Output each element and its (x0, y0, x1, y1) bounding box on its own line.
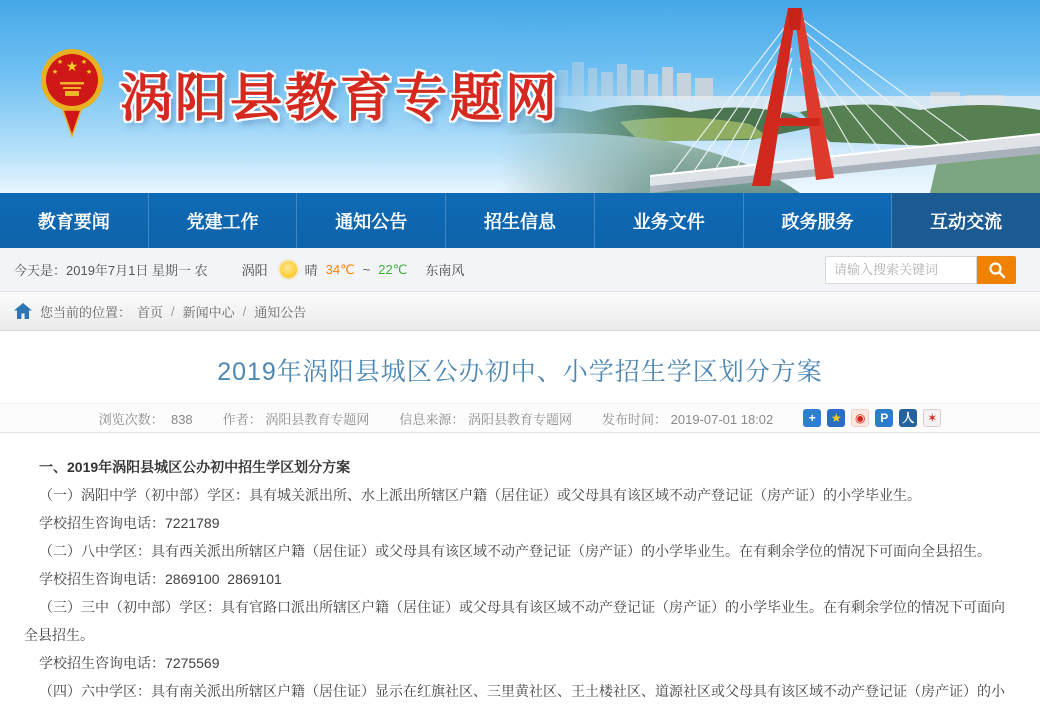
wind-label: 东南风 (425, 263, 465, 278)
views-meta (99, 409, 193, 428)
views-count: 838 (170, 411, 193, 427)
share-icons (803, 409, 941, 427)
svg-text:★: ★ (51, 69, 59, 76)
weather-widget (14, 260, 464, 279)
article-body (0, 433, 1040, 705)
breadcrumb (0, 292, 1040, 331)
article-title: 2019年涡阳县城区公办初中、小学招生学区划分方案 (217, 358, 823, 386)
article-paragraph: （四）六中学区：具有南关派出所辖区户籍（居住证）显示在红旗社区、三里黄社区、王土楼社区、道源社区或父母具有该区域不动产登记证（房产证）的小 (39, 683, 1005, 699)
article-paragraph: （二）八中学区：具有西关派出所辖区户籍（居住证）或父母具有该区域不动产登记证（房产证）的小学毕业生。在有剩余学位的情况下可面向全县招生。 (39, 543, 991, 559)
breadcrumb-link-notices[interactable]: 通知公告 (254, 304, 307, 320)
svg-text:★: ★ (56, 59, 64, 66)
site-header (0, 0, 1040, 193)
article-paragraph: 学校招生咨询电话：7275569 (39, 655, 220, 671)
info-bar (0, 248, 1040, 292)
search-input[interactable] (825, 256, 977, 284)
temp-low: 22℃ (378, 261, 408, 277)
bridge-photo (500, 0, 1040, 193)
date-text: 今天是：2019年7月1日 星期一 农 (14, 263, 208, 278)
nav-item-yewuwenjian[interactable]: 业务文件 (594, 193, 743, 248)
sun-icon (280, 261, 297, 278)
weather-label: 晴 (304, 263, 318, 278)
article-content (0, 352, 1040, 705)
qzone-icon[interactable]: ★ (827, 409, 845, 427)
source-value: 涡阳县教育专题网 (467, 411, 572, 427)
renren-icon[interactable]: 人 (899, 409, 917, 427)
nav-item-zhengwufuwu[interactable]: 政务服务 (743, 193, 892, 248)
views-label: 浏览次数： (98, 411, 164, 427)
nav-item-zhaoshengxinxi[interactable]: 招生信息 (445, 193, 594, 248)
svg-text:★: ★ (65, 58, 79, 74)
home-icon (14, 303, 32, 319)
search-icon (988, 261, 1006, 279)
search-box (825, 256, 1016, 284)
badge-share-icon[interactable]: ✶ (923, 409, 941, 427)
breadcrumb-separator: / (242, 303, 247, 319)
author-meta (223, 409, 370, 428)
article-paragraph: 学校招生咨询电话：7221789 (39, 515, 220, 531)
site-title: 涡阳县教育专题网 (120, 70, 561, 128)
temp-high: 34℃ (325, 261, 355, 277)
main-nav (0, 193, 1040, 248)
nav-item-hudongjiaoliu[interactable]: 互动交流 (891, 193, 1040, 248)
article-paragraph: 一、2019年涡阳县城区公办初中招生学区划分方案 (39, 459, 351, 475)
source-label: 信息来源： (399, 411, 465, 427)
nav-item-tongzhigonggao[interactable]: 通知公告 (296, 193, 445, 248)
nav-item-dangjiangongzuo[interactable]: 党建工作 (148, 193, 297, 248)
publish-time-label: 发布时间： (601, 411, 667, 427)
national-emblem-icon (38, 44, 106, 140)
pengyou-icon[interactable]: P (875, 409, 893, 427)
breadcrumb-separator: / (171, 303, 175, 319)
article-meta-bar (0, 403, 1040, 433)
publish-time-meta (602, 409, 773, 428)
breadcrumb-link-news-center[interactable]: 新闻中心 (182, 304, 235, 320)
sina-weibo-icon[interactable]: ◉ (851, 409, 869, 427)
share-plus-icon[interactable]: + (803, 409, 821, 427)
breadcrumb-prefix: 您当前的位置： (40, 304, 132, 320)
author-label: 作者： (222, 411, 262, 427)
author-value: 涡阳县教育专题网 (265, 411, 370, 427)
article-paragraph: 学校招生咨询电话：2869100 2869101 (39, 571, 282, 587)
publish-time-value: 2019-07-01 18:02 (670, 411, 774, 427)
svg-text:★: ★ (85, 69, 93, 76)
nav-item-jiaoyuyaowen[interactable]: 教育要闻 (37, 211, 110, 232)
article-paragraph: （一）涡阳中学（初中部）学区：具有城关派出所、水上派出所辖区户籍（居住证）或父母具有该区域不动产登记证（房产证）的小学毕业生。 (39, 487, 921, 503)
source-meta (399, 409, 572, 428)
article-paragraph: （三）三中（初中部）学区：具有官路口派出所辖区户籍（居住证）或父母具有该区域不动产登记证（房产证）的小学毕业生。在有剩余学位的情况下可面向全县招生。 (24, 599, 1005, 643)
search-button[interactable] (977, 256, 1016, 284)
temp-separator: ~ (362, 262, 371, 277)
city-label: 涡阳 (241, 263, 268, 278)
breadcrumb-link-home[interactable]: 首页 (137, 304, 164, 320)
svg-text:★: ★ (80, 59, 88, 66)
